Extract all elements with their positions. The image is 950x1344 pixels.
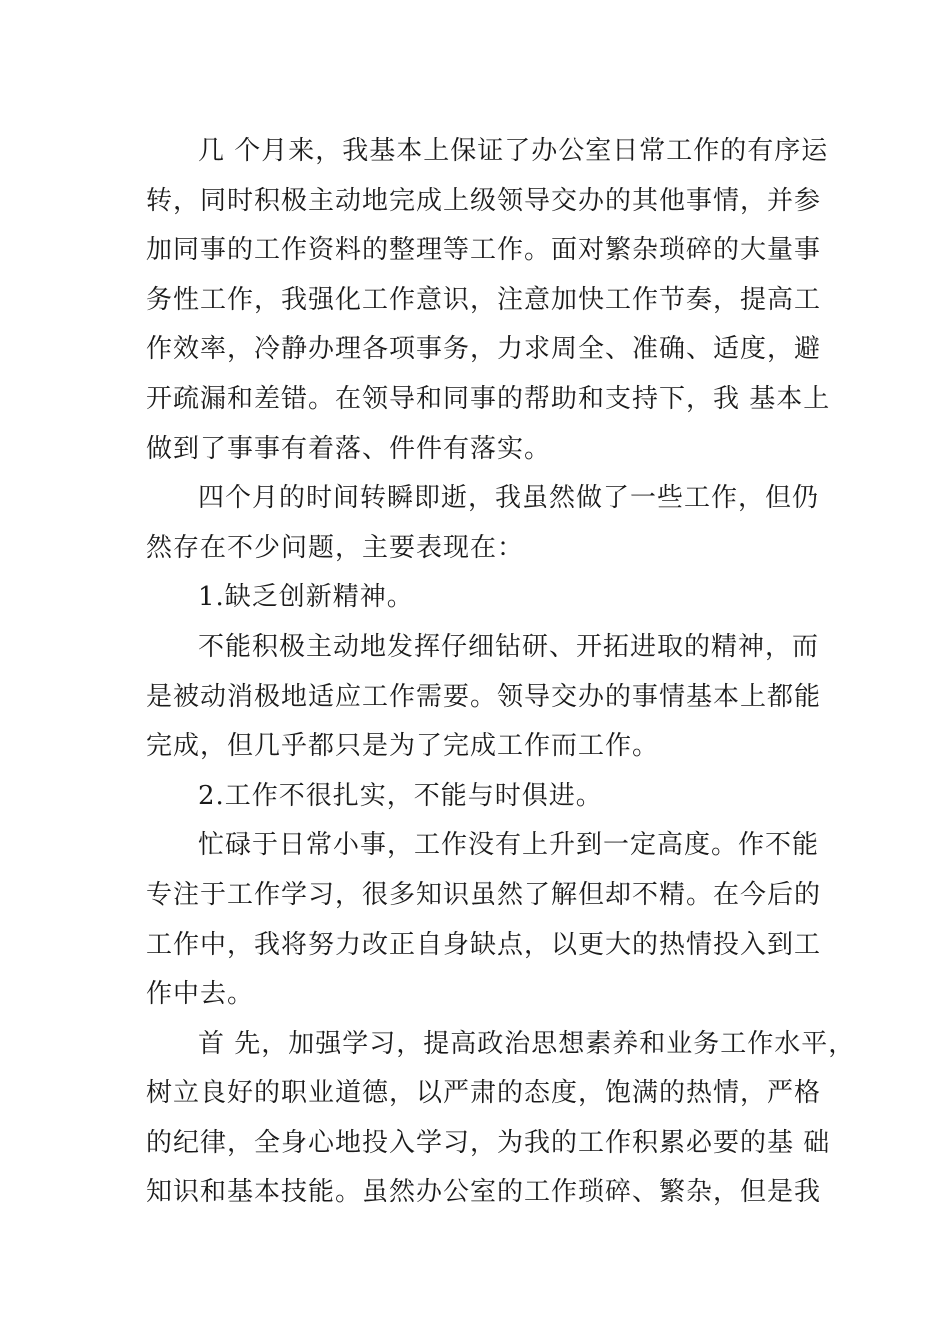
text-line: 几 个月来，我基本上保证了办公室日常工作的有序运 (198, 136, 829, 166)
text-line: 知识和基本技能。虽然办公室的工作琐碎、繁杂，但是我 (146, 1177, 822, 1208)
text-line: 完成，但几乎都只是为了完成工作而工作。 (146, 731, 660, 762)
text-line: 树立良好的职业道德，以严肃的态度，饱满的热情，严格 (146, 1078, 822, 1109)
text-line: 是被动消极地适应工作需要。领导交办的事情基本上都能 (146, 681, 822, 712)
text-line: 首 先，加强学习，提高政治思想素养和业务工作水平， (198, 1028, 856, 1059)
text-line: 不能积极主动地发挥仔细钻研、开拓进取的精神，而 (198, 631, 820, 662)
text-line: 专注于工作学习，很多知识虽然了解但却不精。在今后的 (146, 879, 822, 910)
text-line: 四个月的时间转瞬即逝，我虽然做了一些工作，但仍 (198, 483, 820, 514)
text-line: 加同事的工作资料的整理等工作。面对繁杂琐碎的大量事 (146, 235, 822, 266)
text-line: 工作中，我将努力改正自身缺点，以更大的热情投入到工 (146, 929, 822, 960)
text-line: 开疏漏和差错。在领导和同事的帮助和支持下，我 基本上 (146, 383, 831, 414)
text-line: 然存在不少问题，主要表现在： (146, 532, 525, 563)
list-heading: 1.缺乏创新精神。 (198, 582, 414, 613)
document-body (146, 127, 856, 1218)
text-line: 务性工作，我强化工作意识，注意加快工作节奏，提高工 (146, 284, 822, 315)
text-line: 转，同时积极主动地完成上级领导交办的其他事情，并参 (146, 185, 822, 216)
text-line: 的纪律，全身心地投入学习，为我的工作积累必要的基 础 (146, 1127, 831, 1158)
list-heading: 2.工作不很扎实，不能与时俱进。 (198, 780, 603, 811)
text-line: 做到了事事有着落、件件有落实。 (146, 433, 552, 464)
text-line: 忙碌于日常小事，工作没有上升到一定高度。作不能 (198, 830, 820, 861)
text-line: 作中去。 (146, 979, 255, 1010)
text-line: 作效率，冷静办理各项事务，力求周全、准确、适度，避 (146, 334, 822, 365)
